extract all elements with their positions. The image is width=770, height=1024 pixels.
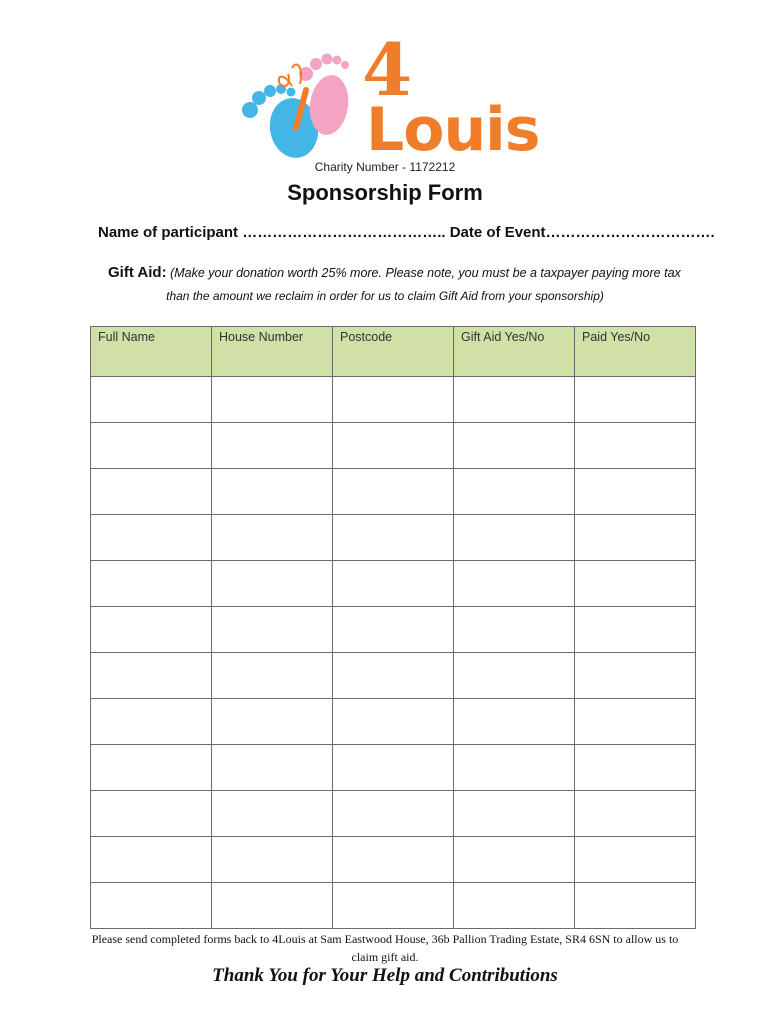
table-row: [91, 377, 696, 423]
table-cell[interactable]: [91, 883, 212, 929]
table-cell[interactable]: [575, 837, 696, 883]
table-cell[interactable]: [91, 469, 212, 515]
column-header-full-name: Full Name: [91, 327, 212, 377]
table-cell[interactable]: [333, 837, 454, 883]
table-row: [91, 561, 696, 607]
table-cell[interactable]: [575, 515, 696, 561]
table-cell[interactable]: [454, 515, 575, 561]
gift-aid-text-2: than the amount we reclaim in order for us to claim Gift Aid from your sponsorship): [166, 289, 604, 303]
table-cell[interactable]: [91, 423, 212, 469]
column-header-postcode: Postcode: [333, 327, 454, 377]
table-row: [91, 469, 696, 515]
sponsorship-table: [90, 326, 696, 929]
table-cell[interactable]: [333, 515, 454, 561]
table-cell[interactable]: [575, 653, 696, 699]
table-cell[interactable]: [91, 653, 212, 699]
table-cell[interactable]: [333, 469, 454, 515]
table-cell[interactable]: [91, 791, 212, 837]
table-cell[interactable]: [212, 515, 333, 561]
table-row: [91, 653, 696, 699]
column-header-gift-aid: Gift Aid Yes/No: [454, 327, 575, 377]
table-row: [91, 607, 696, 653]
table-cell[interactable]: [454, 837, 575, 883]
table-cell[interactable]: [333, 745, 454, 791]
table-cell[interactable]: [333, 791, 454, 837]
table-cell[interactable]: [454, 423, 575, 469]
table-cell[interactable]: [575, 561, 696, 607]
table-cell[interactable]: [91, 607, 212, 653]
table-cell[interactable]: [454, 607, 575, 653]
table-cell[interactable]: [212, 883, 333, 929]
table-cell[interactable]: [91, 837, 212, 883]
table-cell[interactable]: [454, 377, 575, 423]
table-cell[interactable]: [333, 699, 454, 745]
table-cell[interactable]: [454, 561, 575, 607]
table-header-row: [91, 327, 696, 377]
table-row: [91, 515, 696, 561]
table-cell[interactable]: [212, 607, 333, 653]
table-cell[interactable]: [575, 469, 696, 515]
table-row: [91, 837, 696, 883]
table-row: [91, 883, 696, 929]
table-cell[interactable]: [212, 423, 333, 469]
table-cell[interactable]: [454, 653, 575, 699]
table-cell[interactable]: [333, 883, 454, 929]
table-cell[interactable]: [575, 377, 696, 423]
table-cell[interactable]: [454, 745, 575, 791]
footprint-butterfly-icon: [236, 40, 376, 165]
return-instructions: [70, 930, 700, 966]
table-cell[interactable]: [212, 469, 333, 515]
charity-number: Charity Number - 1172212: [314, 160, 456, 174]
table-row: [91, 745, 696, 791]
table-cell[interactable]: [454, 883, 575, 929]
table-cell[interactable]: [575, 607, 696, 653]
table-cell[interactable]: [575, 423, 696, 469]
gift-aid-text-1: (Make your donation worth 25% more. Please note, you must be a taxpayer paying more tax: [170, 266, 681, 280]
form-title: Sponsorship Form: [287, 180, 483, 205]
table-row: [91, 423, 696, 469]
table-cell[interactable]: [575, 883, 696, 929]
table-cell[interactable]: [91, 377, 212, 423]
table-cell[interactable]: [454, 791, 575, 837]
table-cell[interactable]: [212, 837, 333, 883]
table-row: [91, 699, 696, 745]
gift-aid-label: Gift Aid:: [108, 264, 167, 281]
gift-aid-line-1: [108, 264, 681, 281]
logo-wordmark: Louis: [366, 95, 540, 165]
table-cell[interactable]: [212, 653, 333, 699]
table-cell[interactable]: [212, 745, 333, 791]
return-instructions-line-1: Please send completed forms back to 4Louis at Sam Eastwood House, 36b Pallion Trading Estate, SR4 6SN to allow us to: [91, 932, 679, 946]
table-cell[interactable]: [91, 561, 212, 607]
table-cell[interactable]: [454, 699, 575, 745]
thank-you-message: Thank You for Your Help and Contributions: [212, 965, 558, 986]
logo-four: 4: [362, 27, 413, 112]
return-instructions-line-2: claim gift aid.: [351, 950, 419, 964]
table-cell[interactable]: [575, 699, 696, 745]
table-row: [91, 791, 696, 837]
table-cell[interactable]: [575, 745, 696, 791]
table-cell[interactable]: [575, 791, 696, 837]
table-body: [91, 377, 696, 929]
table-cell[interactable]: [333, 607, 454, 653]
table-cell[interactable]: [333, 653, 454, 699]
column-header-paid: Paid Yes/No: [575, 327, 696, 377]
table-cell[interactable]: [212, 699, 333, 745]
participant-and-date-line: Name of participant ………………………………….. Date of Event…………………………….: [98, 224, 715, 241]
table-cell[interactable]: [212, 791, 333, 837]
charity-logo: [236, 27, 546, 165]
table-cell[interactable]: [91, 515, 212, 561]
table-cell[interactable]: [333, 561, 454, 607]
table-cell[interactable]: [212, 377, 333, 423]
table-cell[interactable]: [454, 469, 575, 515]
table-cell[interactable]: [333, 377, 454, 423]
column-header-house-number: House Number: [212, 327, 333, 377]
table-cell[interactable]: [212, 561, 333, 607]
table-cell[interactable]: [91, 745, 212, 791]
table-cell[interactable]: [91, 699, 212, 745]
table-cell[interactable]: [333, 423, 454, 469]
